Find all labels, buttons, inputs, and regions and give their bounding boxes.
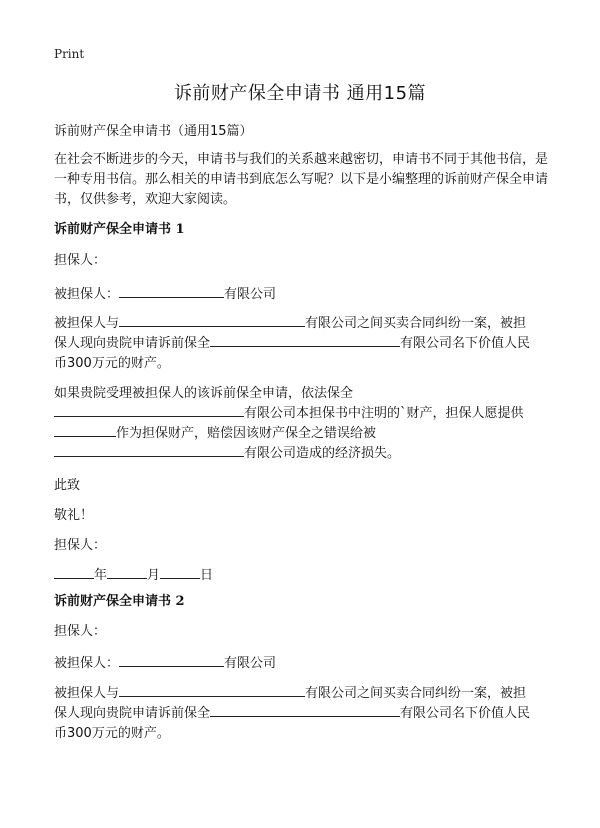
section-heading-2: 诉前财产保全申请书 2 — [54, 594, 185, 609]
month-blank — [107, 565, 147, 579]
day-blank — [160, 565, 200, 579]
case-text: 被担保人与 — [54, 686, 120, 701]
year-label: 年 — [94, 568, 108, 583]
company-blank — [210, 333, 400, 347]
case-line-1 — [54, 682, 526, 701]
day-label: 日 — [200, 568, 214, 583]
guarantor-label: 担保人： — [54, 253, 107, 268]
request-text: 作为担保财产，赔偿因该财产保全之错误给被 — [116, 426, 377, 441]
request-line-3 — [54, 422, 376, 441]
company-blank — [119, 683, 305, 697]
salute-line: 敬礼！ — [54, 508, 94, 523]
property-blank — [54, 423, 116, 437]
date-line — [54, 564, 213, 583]
request-text: 有限公司造成的经济损失。 — [244, 446, 401, 461]
company-blank — [54, 403, 244, 417]
case-line-3 — [54, 352, 170, 371]
signer-line: 担保人： — [54, 538, 107, 553]
company-blank — [210, 703, 400, 717]
request-text: 有限公司本担保书中注明的`财产，担保人愿提供 — [244, 406, 524, 421]
intro-paragraph: 在社会不断进步的今天，申请书与我们的关系越来越密切，申请书不同于其他书信，是一种专用书信。那么相关的申请书到底怎么写呢？以下是小编整理的诉前财产保全申请书，仅供参考，欢迎大家阅读。 — [54, 152, 549, 207]
guaranteed-name-blank — [119, 653, 224, 667]
guarantor-line — [54, 620, 106, 639]
case-line-3 — [54, 722, 170, 741]
case-text: 有限公司之间买卖合同纠纷一案，被担 — [305, 686, 527, 701]
request-line-4 — [54, 442, 400, 461]
request-text: 如果贵院受理被担保人的该诉前保全申请，依法保全 — [54, 386, 354, 401]
case-text: 币300万元的财产。 — [54, 356, 170, 371]
case-text: 有限公司名下价值人民 — [400, 336, 531, 351]
print-link[interactable]: Print — [54, 47, 85, 61]
case-text: 有限公司之间买卖合同纠纷一案，被担 — [305, 316, 527, 331]
case-text: 币300万元的财产。 — [54, 726, 170, 741]
guaranteed-party-line — [54, 283, 276, 302]
company-blank — [54, 443, 244, 457]
request-line-2 — [54, 402, 524, 421]
guarantor-label: 担保人： — [54, 624, 107, 639]
section-heading-1: 诉前财产保全申请书 1 — [54, 222, 185, 237]
case-line-2 — [54, 332, 530, 351]
case-text: 被担保人与 — [54, 316, 120, 331]
case-text: 保人现向贵院申请诉前保全 — [54, 336, 211, 351]
case-line-2 — [54, 702, 530, 721]
company-suffix: 有限公司 — [224, 287, 277, 302]
case-text: 保人现向贵院申请诉前保全 — [54, 706, 211, 721]
company-suffix: 有限公司 — [224, 656, 277, 671]
closing-line: 此致 — [54, 478, 81, 493]
guaranteed-name-blank — [119, 284, 224, 298]
company-blank — [119, 313, 305, 327]
case-text: 有限公司名下价值人民 — [400, 706, 531, 721]
document-subtitle: 诉前财产保全申请书（通用15篇） — [54, 124, 253, 139]
case-line-1 — [54, 312, 526, 331]
guaranteed-party-line — [54, 652, 276, 671]
request-line-1 — [54, 382, 353, 401]
guaranteed-label: 被担保人： — [54, 287, 120, 302]
year-blank — [54, 565, 94, 579]
page-title: 诉前财产保全申请书 通用15篇 — [173, 83, 427, 104]
guaranteed-label: 被担保人： — [54, 656, 120, 671]
guarantor-line — [54, 249, 106, 268]
month-label: 月 — [147, 568, 161, 583]
